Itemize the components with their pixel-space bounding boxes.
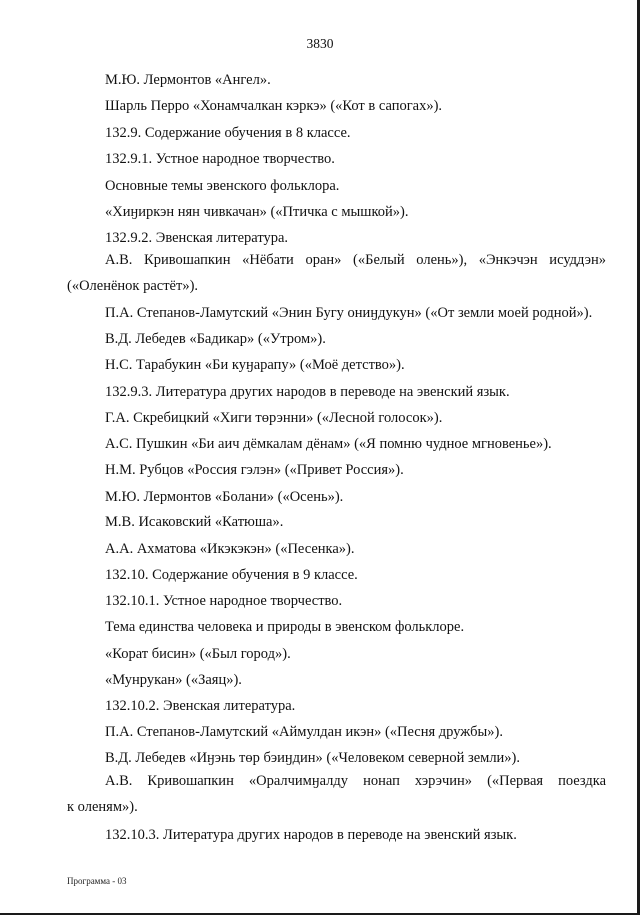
page-footer: Программа - 03 (67, 876, 127, 886)
section-heading: 132.10. Содержание обучения в 9 классе. (105, 567, 358, 583)
text-line-continuation: («Оленёнок растёт»). (67, 278, 199, 294)
text-line: М.Ю. Лермонтов «Болани» («Осень»). (105, 489, 344, 505)
section-heading: 132.9. Содержание обучения в 8 классе. (105, 125, 351, 141)
text-line: Н.С. Тарабукин «Би куӈарапу» («Моё детство»). (105, 357, 405, 373)
section-heading: 132.9.1. Устное народное творчество. (105, 151, 335, 167)
text-line: Н.М. Рубцов «Россия гэлэн» («Привет Россия»). (105, 462, 404, 478)
text-line: Тема единства человека и природы в эвенском фольклоре. (105, 619, 465, 635)
text-line: М.Ю. Лермонтов «Ангел». (105, 72, 271, 88)
text-line-justified: А.В. Кривошапкин «Нёбати оран» («Белый олень»), «Энкэчэн исуддэн» (105, 252, 606, 268)
page-number: 3830 (306, 36, 334, 51)
section-heading: 132.10.3. Литература других народов в переводе на эвенский язык. (105, 827, 517, 843)
text-line: Шарль Перро «Хонамчалкан кэркэ» («Кот в сапогах»). (105, 98, 443, 114)
text-line: А.А. Ахматова «Икэкэкэн» («Песенка»). (105, 541, 355, 557)
text-line-justified: А.В. Кривошапкин «Оралчимӈалду нонап хэрэчин» («Первая поездка (105, 773, 606, 789)
text-line: В.Д. Лебедев «Бадикар» («Утром»). (105, 331, 326, 347)
text-line: «Хиӈиркэн нян чивкачан» («Птичка с мышкой»). (105, 204, 409, 220)
section-heading: 132.10.1. Устное народное творчество. (105, 593, 343, 609)
text-line: Г.А. Скребицкий «Хиги төрэнни» («Лесной голосок»). (105, 410, 443, 426)
text-line: А.С. Пушкин «Би аич дёмкалам дёнам» («Я помню чудное мгновенье»). (105, 436, 552, 452)
section-heading: 132.10.2. Эвенская литература. (105, 698, 296, 714)
section-heading: 132.9.3. Литература других народов в переводе на эвенский язык. (105, 384, 510, 400)
text-line: М.В. Исаковский «Катюша». (105, 514, 284, 530)
text-line-continuation: к оленям»). (67, 799, 138, 815)
text-line: П.А. Степанов-Ламутский «Аймулдан икэн» («Песня дружбы»). (105, 724, 503, 740)
section-heading: 132.9.2. Эвенская литература. (105, 230, 289, 246)
text-line: «Мунрукан» («Заяц»). (105, 672, 242, 688)
text-line: Основные темы эвенского фольклора. (105, 178, 340, 194)
text-line: В.Д. Лебедев «Иӈэнь төр бэиӈдин» («Человеком северной земли»). (105, 750, 521, 766)
text-line: П.А. Степанов-Ламутский «Энин Бугу ониӈдукун» («От земли моей родной»). (105, 305, 593, 321)
text-line: «Корат бисин» («Был город»). (105, 646, 291, 662)
